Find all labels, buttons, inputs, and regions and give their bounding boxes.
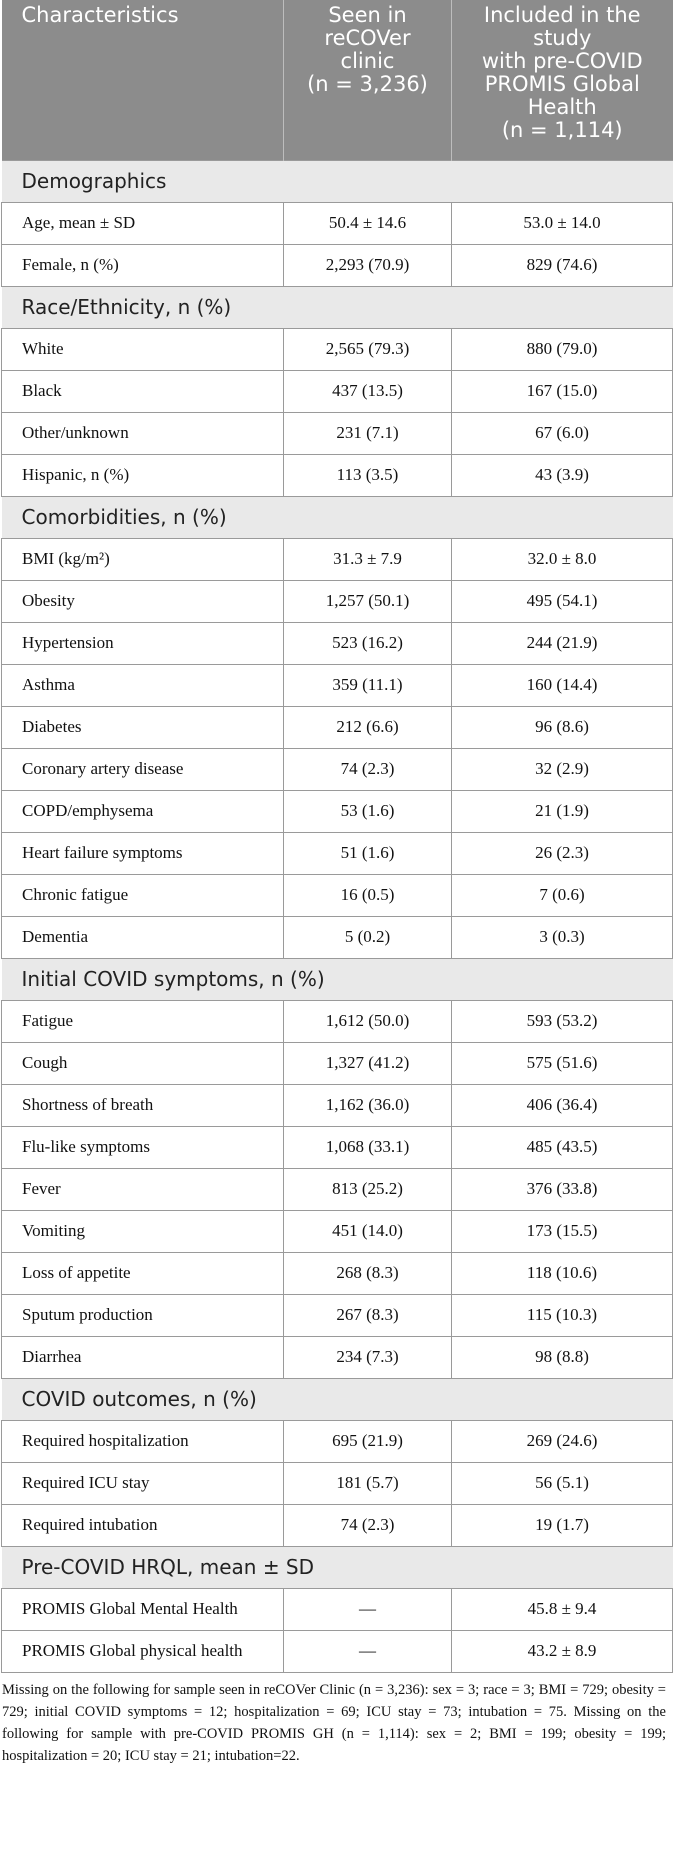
table-row (2, 328, 673, 370)
section-row (2, 958, 673, 1000)
table-row (2, 1588, 673, 1630)
clinic-value: 267 (8.3) (284, 1294, 452, 1336)
table-row (2, 874, 673, 916)
clinic-value: 212 (6.6) (284, 706, 452, 748)
study-value: 376 (33.8) (452, 1168, 673, 1210)
row-label: Fever (2, 1168, 284, 1210)
characteristics-table (1, 0, 673, 1673)
row-label: Required intubation (2, 1504, 284, 1546)
table-footnote: Missing on the following for sample seen in reCOVer Clinic (n = 3,236): sex = 3; race = 3; BMI = 729; obesity = 729; initial COVID symptoms = 12; hospitalization = 69; ICU stay = 73; intubation = 75. Missing on the following for sample with pre-COVID PROMIS GH (n = 1,114): sex = 2; BMI = 199; obesity = 199; hospitalization = 20; ICU stay = 21; intubation=22. (2, 1681, 666, 1764)
header-study-line2: study (533, 26, 592, 50)
row-label: Obesity (2, 580, 284, 622)
clinic-value: 437 (13.5) (284, 370, 452, 412)
row-label: Diabetes (2, 706, 284, 748)
row-label: COPD/emphysema (2, 790, 284, 832)
row-label: Cough (2, 1042, 284, 1084)
study-value: 495 (54.1) (452, 580, 673, 622)
table-row (2, 1126, 673, 1168)
table-row (2, 1084, 673, 1126)
table-row (2, 244, 673, 286)
header-study-n: (n = 1,114) (501, 118, 623, 142)
header-study-line1: Included in the (483, 3, 641, 27)
clinic-value: 5 (0.2) (284, 916, 452, 958)
table-row (2, 580, 673, 622)
header-clinic-line3: clinic (340, 49, 395, 73)
header-characteristics: Characteristics (2, 0, 284, 160)
table-row (2, 1294, 673, 1336)
study-value: 7 (0.6) (452, 874, 673, 916)
row-label: Female, n (%) (2, 244, 284, 286)
row-label: PROMIS Global physical health (2, 1630, 284, 1672)
clinic-value: 1,327 (41.2) (284, 1042, 452, 1084)
header-clinic (284, 0, 452, 160)
table-row (2, 1042, 673, 1084)
clinic-value: 1,162 (36.0) (284, 1084, 452, 1126)
table-row (2, 706, 673, 748)
row-label: White (2, 328, 284, 370)
study-value: 406 (36.4) (452, 1084, 673, 1126)
study-value: 3 (0.3) (452, 916, 673, 958)
table-row (2, 790, 673, 832)
row-label: Diarrhea (2, 1336, 284, 1378)
row-label: Vomiting (2, 1210, 284, 1252)
table-row (2, 664, 673, 706)
section-title: Race/Ethnicity, n (%) (2, 286, 673, 328)
table-row (2, 1168, 673, 1210)
study-value: 167 (15.0) (452, 370, 673, 412)
row-label: Required hospitalization (2, 1420, 284, 1462)
table-row (2, 454, 673, 496)
row-label: Chronic fatigue (2, 874, 284, 916)
table-row (2, 202, 673, 244)
study-value: 43.2 ± 8.9 (452, 1630, 673, 1672)
clinic-value: 1,257 (50.1) (284, 580, 452, 622)
study-value: 98 (8.8) (452, 1336, 673, 1378)
header-study (452, 0, 673, 160)
study-value: 26 (2.3) (452, 832, 673, 874)
row-label: Hispanic, n (%) (2, 454, 284, 496)
row-label: Other/unknown (2, 412, 284, 454)
header-study-line3: with pre-COVID (481, 49, 643, 73)
study-value: 575 (51.6) (452, 1042, 673, 1084)
table-row (2, 370, 673, 412)
study-value: 43 (3.9) (452, 454, 673, 496)
table-row (2, 832, 673, 874)
clinic-value: 74 (2.3) (284, 1504, 452, 1546)
study-value: 880 (79.0) (452, 328, 673, 370)
study-value: 269 (24.6) (452, 1420, 673, 1462)
section-row (2, 496, 673, 538)
table-row (2, 412, 673, 454)
clinic-value: — (284, 1630, 452, 1672)
section-title: Initial COVID symptoms, n (%) (2, 958, 673, 1000)
clinic-value: — (284, 1588, 452, 1630)
study-value: 53.0 ± 14.0 (452, 202, 673, 244)
section-row (2, 160, 673, 202)
clinic-value: 2,293 (70.9) (284, 244, 452, 286)
section-title: Pre-COVID HRQL, mean ± SD (2, 1546, 673, 1588)
row-label: Loss of appetite (2, 1252, 284, 1294)
study-value: 829 (74.6) (452, 244, 673, 286)
table-row (2, 1420, 673, 1462)
clinic-value: 268 (8.3) (284, 1252, 452, 1294)
table-row (2, 538, 673, 580)
clinic-value: 813 (25.2) (284, 1168, 452, 1210)
table-row (2, 1000, 673, 1042)
table-row (2, 916, 673, 958)
table-row (2, 1462, 673, 1504)
study-value: 67 (6.0) (452, 412, 673, 454)
study-value: 115 (10.3) (452, 1294, 673, 1336)
clinic-value: 181 (5.7) (284, 1462, 452, 1504)
clinic-value: 16 (0.5) (284, 874, 452, 916)
clinic-value: 51 (1.6) (284, 832, 452, 874)
section-title: Comorbidities, n (%) (2, 496, 673, 538)
row-label: Black (2, 370, 284, 412)
clinic-value: 695 (21.9) (284, 1420, 452, 1462)
study-value: 32.0 ± 8.0 (452, 538, 673, 580)
study-value: 173 (15.5) (452, 1210, 673, 1252)
table-row (2, 1210, 673, 1252)
section-row (2, 286, 673, 328)
row-label: Heart failure symptoms (2, 832, 284, 874)
clinic-value: 359 (11.1) (284, 664, 452, 706)
row-label: Flu-like symptoms (2, 1126, 284, 1168)
row-label: BMI (kg/m²) (2, 538, 284, 580)
study-value: 485 (43.5) (452, 1126, 673, 1168)
row-label: Sputum production (2, 1294, 284, 1336)
header-study-line4: PROMIS Global (484, 72, 640, 96)
section-title: Demographics (2, 160, 673, 202)
row-label: Asthma (2, 664, 284, 706)
study-value: 21 (1.9) (452, 790, 673, 832)
table-row (2, 1630, 673, 1672)
table-row (2, 1336, 673, 1378)
study-value: 32 (2.9) (452, 748, 673, 790)
row-label: PROMIS Global Mental Health (2, 1588, 284, 1630)
clinic-value: 523 (16.2) (284, 622, 452, 664)
section-row (2, 1378, 673, 1420)
clinic-value: 53 (1.6) (284, 790, 452, 832)
study-value: 96 (8.6) (452, 706, 673, 748)
clinic-value: 74 (2.3) (284, 748, 452, 790)
header-clinic-line1: Seen in (328, 3, 407, 27)
row-label: Age, mean ± SD (2, 202, 284, 244)
row-label: Coronary artery disease (2, 748, 284, 790)
section-row (2, 1546, 673, 1588)
clinic-value: 113 (3.5) (284, 454, 452, 496)
study-value: 244 (21.9) (452, 622, 673, 664)
row-label: Hypertension (2, 622, 284, 664)
header-study-line5: Health (527, 95, 597, 119)
row-label: Shortness of breath (2, 1084, 284, 1126)
table-row (2, 1252, 673, 1294)
row-label: Required ICU stay (2, 1462, 284, 1504)
table-header (2, 0, 673, 160)
study-value: 56 (5.1) (452, 1462, 673, 1504)
section-title: COVID outcomes, n (%) (2, 1378, 673, 1420)
clinic-value: 1,068 (33.1) (284, 1126, 452, 1168)
row-label: Dementia (2, 916, 284, 958)
table-row (2, 748, 673, 790)
table-row (2, 1504, 673, 1546)
study-value: 45.8 ± 9.4 (452, 1588, 673, 1630)
study-value: 19 (1.7) (452, 1504, 673, 1546)
header-clinic-n: (n = 3,236) (307, 72, 428, 96)
table-body (2, 160, 673, 1672)
clinic-value: 234 (7.3) (284, 1336, 452, 1378)
clinic-value: 31.3 ± 7.9 (284, 538, 452, 580)
row-label: Fatigue (2, 1000, 284, 1042)
study-value: 118 (10.6) (452, 1252, 673, 1294)
table-row (2, 622, 673, 664)
header-clinic-line2: reCOVer (324, 26, 411, 50)
clinic-value: 50.4 ± 14.6 (284, 202, 452, 244)
clinic-value: 451 (14.0) (284, 1210, 452, 1252)
clinic-value: 2,565 (79.3) (284, 328, 452, 370)
study-value: 593 (53.2) (452, 1000, 673, 1042)
clinic-value: 1,612 (50.0) (284, 1000, 452, 1042)
study-value: 160 (14.4) (452, 664, 673, 706)
clinic-value: 231 (7.1) (284, 412, 452, 454)
